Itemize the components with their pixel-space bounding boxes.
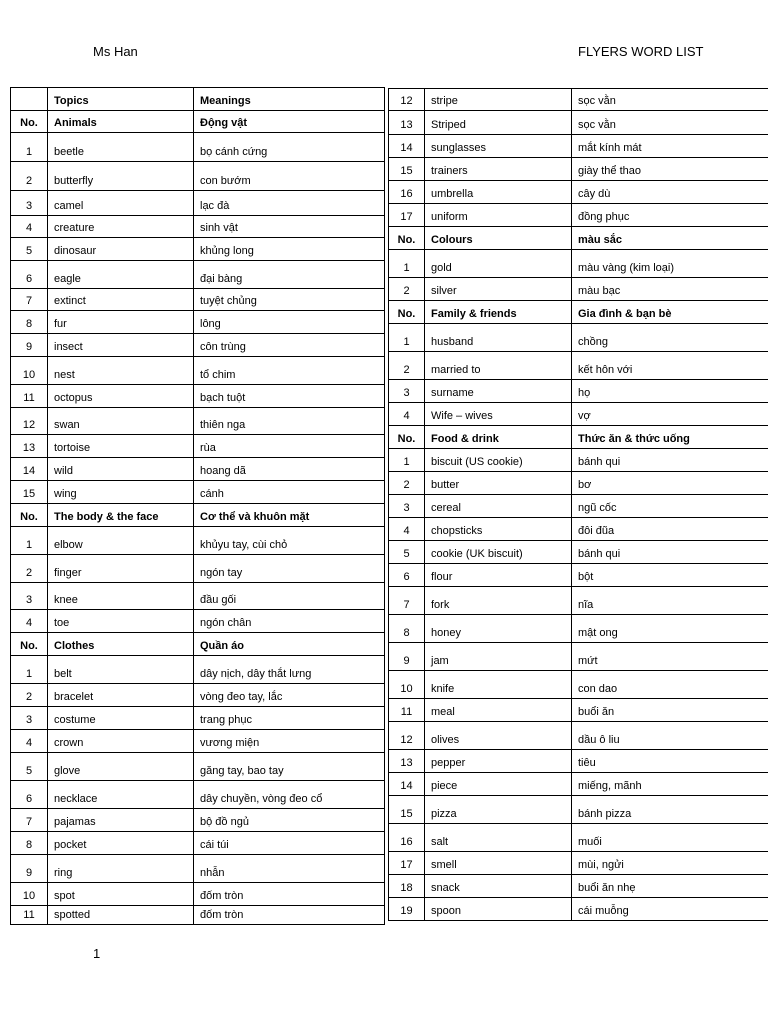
- table-row: [389, 278, 768, 301]
- table-row: [11, 753, 385, 781]
- row-number: 16: [389, 181, 425, 204]
- meaning-cell: dầu ô liu: [572, 722, 768, 750]
- word-cell: camel: [48, 191, 194, 216]
- word-cell: trainers: [425, 158, 572, 181]
- word-cell: sunglasses: [425, 135, 572, 158]
- meaning-cell: bạch tuột: [194, 385, 385, 408]
- meaning-cell: khủyu tay, cùi chỏ: [194, 527, 385, 555]
- meaning-cell: Động vật: [194, 111, 385, 133]
- word-cell: flour: [425, 564, 572, 587]
- row-number: 18: [389, 875, 425, 898]
- table-row: [389, 750, 768, 773]
- section-header-row: [389, 301, 768, 324]
- word-cell: finger: [48, 555, 194, 583]
- word-cell: knee: [48, 583, 194, 610]
- word-cell: pepper: [425, 750, 572, 773]
- word-cell: pajamas: [48, 809, 194, 832]
- row-number: 5: [389, 541, 425, 564]
- row-number: 4: [11, 216, 48, 238]
- table-row: [11, 809, 385, 832]
- row-number: 2: [389, 472, 425, 495]
- word-cell: wild: [48, 458, 194, 481]
- meaning-cell: Thức ăn & thức uống: [572, 426, 768, 449]
- table-row: [11, 730, 385, 753]
- word-list-table-left: [10, 87, 385, 925]
- section-header-row: [389, 227, 768, 250]
- word-cell: olives: [425, 722, 572, 750]
- meaning-cell: con dao: [572, 671, 768, 699]
- row-number: 7: [11, 809, 48, 832]
- table-row: [389, 852, 768, 875]
- meaning-cell: khủng long: [194, 238, 385, 261]
- row-number: 1: [389, 324, 425, 352]
- row-number: 11: [389, 699, 425, 722]
- row-number: 2: [389, 278, 425, 301]
- row-number: 16: [389, 824, 425, 852]
- word-cell: snack: [425, 875, 572, 898]
- section-header-row: [11, 504, 385, 527]
- row-number: 2: [11, 162, 48, 191]
- row-number: 1: [389, 250, 425, 278]
- table-row: [11, 191, 385, 216]
- word-cell: glove: [48, 753, 194, 781]
- table-row: [389, 324, 768, 352]
- meaning-cell: sọc vằn: [572, 89, 768, 111]
- table-row: [11, 162, 385, 191]
- row-number: 9: [11, 855, 48, 883]
- meaning-cell: dây chuyền, vòng đeo cổ: [194, 781, 385, 809]
- word-cell: swan: [48, 408, 194, 435]
- table-row: [389, 773, 768, 796]
- meaning-cell: kết hôn với: [572, 352, 768, 380]
- word-cell: octopus: [48, 385, 194, 408]
- meaning-cell: côn trùng: [194, 334, 385, 357]
- meaning-cell: cái túi: [194, 832, 385, 855]
- row-number: 2: [11, 555, 48, 583]
- word-cell: spoon: [425, 898, 572, 921]
- row-number: 3: [11, 707, 48, 730]
- meaning-cell: đốm tròn: [194, 906, 385, 925]
- meaning-cell: Gia đình & bạn bè: [572, 301, 768, 324]
- meaning-cell: vợ: [572, 403, 768, 426]
- row-number: 4: [389, 403, 425, 426]
- meaning-cell: giày thể thao: [572, 158, 768, 181]
- word-cell: uniform: [425, 204, 572, 227]
- word-cell: Striped: [425, 111, 572, 135]
- table-row: [389, 824, 768, 852]
- word-cell: tortoise: [48, 435, 194, 458]
- row-number: 12: [11, 408, 48, 435]
- table-row: [11, 855, 385, 883]
- word-cell: cookie (UK biscuit): [425, 541, 572, 564]
- row-number: 5: [11, 238, 48, 261]
- word-cell: creature: [48, 216, 194, 238]
- meaning-cell: bột: [572, 564, 768, 587]
- table-row: [11, 408, 385, 435]
- row-number: No.: [11, 504, 48, 527]
- word-cell: gold: [425, 250, 572, 278]
- row-number: 9: [11, 334, 48, 357]
- meaning-cell: đôi đũa: [572, 518, 768, 541]
- table-row: [389, 472, 768, 495]
- table-row: [389, 643, 768, 671]
- word-cell: married to: [425, 352, 572, 380]
- meaning-cell: đại bàng: [194, 261, 385, 289]
- row-number: 2: [11, 684, 48, 707]
- row-number: 3: [11, 583, 48, 610]
- row-number: [11, 88, 48, 111]
- row-number: 10: [11, 883, 48, 906]
- table-row: [11, 458, 385, 481]
- word-cell: spot: [48, 883, 194, 906]
- row-number: 12: [389, 89, 425, 111]
- row-number: 3: [11, 191, 48, 216]
- row-number: 1: [11, 656, 48, 684]
- meaning-cell: màu vàng (kim loại): [572, 250, 768, 278]
- word-cell: stripe: [425, 89, 572, 111]
- word-cell: insect: [48, 334, 194, 357]
- row-number: 11: [11, 906, 48, 925]
- table-row: [389, 250, 768, 278]
- table-row: [389, 403, 768, 426]
- row-number: 13: [11, 435, 48, 458]
- row-number: No.: [389, 301, 425, 324]
- page-number: 1: [93, 946, 101, 961]
- table-row: [11, 883, 385, 906]
- meaning-cell: miếng, mãnh: [572, 773, 768, 796]
- meaning-cell: cái muỗng: [572, 898, 768, 921]
- meaning-cell: buổi ăn nhẹ: [572, 875, 768, 898]
- row-number: 8: [389, 615, 425, 643]
- table-row: [389, 615, 768, 643]
- table-row: [11, 832, 385, 855]
- row-number: 9: [389, 643, 425, 671]
- table-row: [11, 435, 385, 458]
- table-row: [11, 289, 385, 311]
- word-cell: necklace: [48, 781, 194, 809]
- word-cell: Topics: [48, 88, 194, 111]
- table-row: [389, 111, 768, 135]
- word-cell: pizza: [425, 796, 572, 824]
- word-cell: bracelet: [48, 684, 194, 707]
- word-cell: costume: [48, 707, 194, 730]
- word-cell: Clothes: [48, 633, 194, 656]
- word-cell: beetle: [48, 133, 194, 162]
- meaning-cell: rùa: [194, 435, 385, 458]
- meaning-cell: đồng phục: [572, 204, 768, 227]
- meaning-cell: Cơ thể và khuôn mặt: [194, 504, 385, 527]
- meaning-cell: tuyệt chủng: [194, 289, 385, 311]
- word-cell: spotted: [48, 906, 194, 925]
- row-number: No.: [11, 111, 48, 133]
- word-cell: Animals: [48, 111, 194, 133]
- row-number: 14: [11, 458, 48, 481]
- table-row: [11, 583, 385, 610]
- meaning-cell: hoang dã: [194, 458, 385, 481]
- meaning-cell: nhẫn: [194, 855, 385, 883]
- table-row: [389, 518, 768, 541]
- word-cell: The body & the face: [48, 504, 194, 527]
- meaning-cell: tiêu: [572, 750, 768, 773]
- meaning-cell: mùi, ngửi: [572, 852, 768, 875]
- word-cell: fur: [48, 311, 194, 334]
- meaning-cell: cây dù: [572, 181, 768, 204]
- table-row: [11, 133, 385, 162]
- word-cell: biscuit (US cookie): [425, 449, 572, 472]
- table-row: [11, 781, 385, 809]
- word-cell: silver: [425, 278, 572, 301]
- meaning-cell: ngón chân: [194, 610, 385, 633]
- meaning-cell: bọ cánh cứng: [194, 133, 385, 162]
- table-row: [11, 481, 385, 504]
- section-header-row: [11, 633, 385, 656]
- table-row: [389, 495, 768, 518]
- row-number: 4: [389, 518, 425, 541]
- meaning-cell: mắt kính mát: [572, 135, 768, 158]
- word-cell: extinct: [48, 289, 194, 311]
- meaning-cell: bánh pizza: [572, 796, 768, 824]
- meaning-cell: đầu gối: [194, 583, 385, 610]
- word-cell: jam: [425, 643, 572, 671]
- meaning-cell: màu bạc: [572, 278, 768, 301]
- meaning-cell: sinh vật: [194, 216, 385, 238]
- word-cell: wing: [48, 481, 194, 504]
- table-row: [11, 527, 385, 555]
- row-number: 1: [11, 133, 48, 162]
- table-row: [389, 587, 768, 615]
- row-number: No.: [389, 426, 425, 449]
- table-row: [389, 541, 768, 564]
- word-cell: butter: [425, 472, 572, 495]
- row-number: 17: [389, 852, 425, 875]
- table-row: [11, 334, 385, 357]
- row-number: 15: [389, 158, 425, 181]
- row-number: 2: [389, 352, 425, 380]
- meaning-cell: sọc vằn: [572, 111, 768, 135]
- row-number: 11: [11, 385, 48, 408]
- section-header-row: [11, 88, 385, 111]
- row-number: 1: [11, 527, 48, 555]
- meaning-cell: Meanings: [194, 88, 385, 111]
- word-cell: meal: [425, 699, 572, 722]
- word-cell: cereal: [425, 495, 572, 518]
- meaning-cell: vương miện: [194, 730, 385, 753]
- word-cell: ring: [48, 855, 194, 883]
- row-number: 15: [389, 796, 425, 824]
- meaning-cell: trang phục: [194, 707, 385, 730]
- table-row: [389, 875, 768, 898]
- table-row: [11, 707, 385, 730]
- meaning-cell: con bướm: [194, 162, 385, 191]
- word-cell: chopsticks: [425, 518, 572, 541]
- row-number: 7: [389, 587, 425, 615]
- meaning-cell: đốm tròn: [194, 883, 385, 906]
- row-number: 15: [11, 481, 48, 504]
- meaning-cell: ngũ cốc: [572, 495, 768, 518]
- table-row: [389, 796, 768, 824]
- meaning-cell: cánh: [194, 481, 385, 504]
- meaning-cell: găng tay, bao tay: [194, 753, 385, 781]
- row-number: 14: [389, 773, 425, 796]
- table-row: [11, 906, 385, 925]
- row-number: 6: [11, 261, 48, 289]
- table-row: [11, 357, 385, 385]
- table-row: [389, 722, 768, 750]
- word-cell: honey: [425, 615, 572, 643]
- row-number: 6: [389, 564, 425, 587]
- word-cell: belt: [48, 656, 194, 684]
- table-row: [11, 261, 385, 289]
- row-number: 5: [11, 753, 48, 781]
- meaning-cell: mật ong: [572, 615, 768, 643]
- row-number: 1: [389, 449, 425, 472]
- row-number: 3: [389, 495, 425, 518]
- row-number: No.: [389, 227, 425, 250]
- word-cell: fork: [425, 587, 572, 615]
- row-number: 13: [389, 111, 425, 135]
- row-number: 17: [389, 204, 425, 227]
- word-cell: nest: [48, 357, 194, 385]
- table-row: [11, 311, 385, 334]
- word-cell: eagle: [48, 261, 194, 289]
- row-number: 8: [11, 832, 48, 855]
- table-row: [11, 684, 385, 707]
- meaning-cell: tổ chim: [194, 357, 385, 385]
- document-title: FLYERS WORD LIST: [578, 44, 704, 59]
- row-number: 4: [11, 730, 48, 753]
- word-cell: piece: [425, 773, 572, 796]
- meaning-cell: mứt: [572, 643, 768, 671]
- table-row: [11, 610, 385, 633]
- table-row: [11, 385, 385, 408]
- meaning-cell: lạc đà: [194, 191, 385, 216]
- table-row: [389, 181, 768, 204]
- word-cell: surname: [425, 380, 572, 403]
- word-cell: smell: [425, 852, 572, 875]
- meaning-cell: ngón tay: [194, 555, 385, 583]
- row-number: 14: [389, 135, 425, 158]
- word-cell: crown: [48, 730, 194, 753]
- word-cell: Wife – wives: [425, 403, 572, 426]
- row-number: 4: [11, 610, 48, 633]
- row-number: 8: [11, 311, 48, 334]
- row-number: 10: [389, 671, 425, 699]
- table-row: [389, 204, 768, 227]
- row-number: 6: [11, 781, 48, 809]
- row-number: 3: [389, 380, 425, 403]
- meaning-cell: họ: [572, 380, 768, 403]
- word-cell: husband: [425, 324, 572, 352]
- word-cell: toe: [48, 610, 194, 633]
- word-cell: Colours: [425, 227, 572, 250]
- word-cell: dinosaur: [48, 238, 194, 261]
- row-number: 12: [389, 722, 425, 750]
- author-name: Ms Han: [93, 44, 138, 59]
- meaning-cell: chồng: [572, 324, 768, 352]
- meaning-cell: bánh qui: [572, 449, 768, 472]
- word-cell: knife: [425, 671, 572, 699]
- section-header-row: [389, 426, 768, 449]
- table-row: [11, 238, 385, 261]
- table-row: [389, 380, 768, 403]
- meaning-cell: muối: [572, 824, 768, 852]
- row-number: 7: [11, 289, 48, 311]
- table-row: [389, 89, 768, 111]
- word-cell: elbow: [48, 527, 194, 555]
- word-cell: umbrella: [425, 181, 572, 204]
- row-number: 13: [389, 750, 425, 773]
- section-header-row: [11, 111, 385, 133]
- word-list-table-right: [388, 88, 768, 921]
- word-cell: Food & drink: [425, 426, 572, 449]
- meaning-cell: vòng đeo tay, lắc: [194, 684, 385, 707]
- word-cell: Family & friends: [425, 301, 572, 324]
- table-row: [389, 449, 768, 472]
- table-row: [389, 671, 768, 699]
- row-number: No.: [11, 633, 48, 656]
- table-row: [11, 656, 385, 684]
- table-row: [389, 699, 768, 722]
- meaning-cell: nĩa: [572, 587, 768, 615]
- table-row: [389, 564, 768, 587]
- table-row: [11, 216, 385, 238]
- meaning-cell: dây nịch, dây thắt lưng: [194, 656, 385, 684]
- meaning-cell: lông: [194, 311, 385, 334]
- table-row: [389, 158, 768, 181]
- word-cell: salt: [425, 824, 572, 852]
- meaning-cell: màu sắc: [572, 227, 768, 250]
- meaning-cell: buổi ăn: [572, 699, 768, 722]
- meaning-cell: bơ: [572, 472, 768, 495]
- row-number: 19: [389, 898, 425, 921]
- table-row: [11, 555, 385, 583]
- row-number: 10: [11, 357, 48, 385]
- word-cell: butterfly: [48, 162, 194, 191]
- table-row: [389, 352, 768, 380]
- table-row: [389, 898, 768, 921]
- table-row: [389, 135, 768, 158]
- word-cell: pocket: [48, 832, 194, 855]
- meaning-cell: Quần áo: [194, 633, 385, 656]
- meaning-cell: bộ đồ ngủ: [194, 809, 385, 832]
- meaning-cell: thiên nga: [194, 408, 385, 435]
- meaning-cell: bánh qui: [572, 541, 768, 564]
